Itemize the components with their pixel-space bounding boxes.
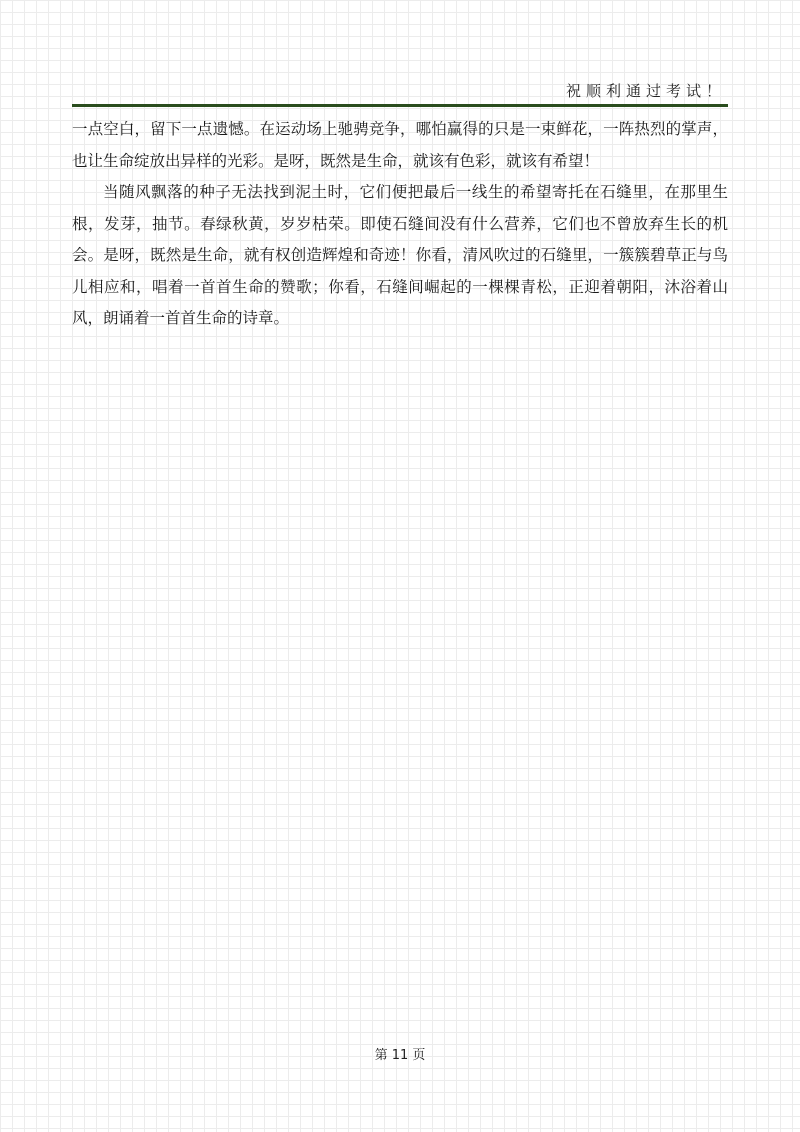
header-text: 祝顺利通过考试！ <box>565 82 726 100</box>
page-number: 第 11 页 <box>374 1048 426 1063</box>
header-rule <box>72 104 728 107</box>
paragraph-1: 一点空白，留下一点遗憾。在运动场上驰骋竞争，哪怕赢得的只是一束鲜花，一阵热烈的掌声，也让生命绽放出异样的光彩。是呀，既然是生命，就该有色彩，就该有希望！ <box>72 120 728 170</box>
paragraph-2: 当随风飘落的种子无法找到泥土时，它们便把最后一线生的希望寄托在石缝里，在那里生根，发芽，抽节。春绿秋黄，岁岁枯荣。即使石缝间没有什么营养，它们也不曾放弃生长的机会。是呀，既然是生命，就有权创造辉煌和奇迹！你看，清风吹过的石缝里，一簇簇碧草正与鸟儿相应和，唱着一首首生命的赞歌；你看，石缝间崛起的一棵棵青松，正迎着朝阳，沐浴着山风，朗诵着一首首生命的诗章。 <box>72 183 728 327</box>
body-text <box>72 114 728 335</box>
